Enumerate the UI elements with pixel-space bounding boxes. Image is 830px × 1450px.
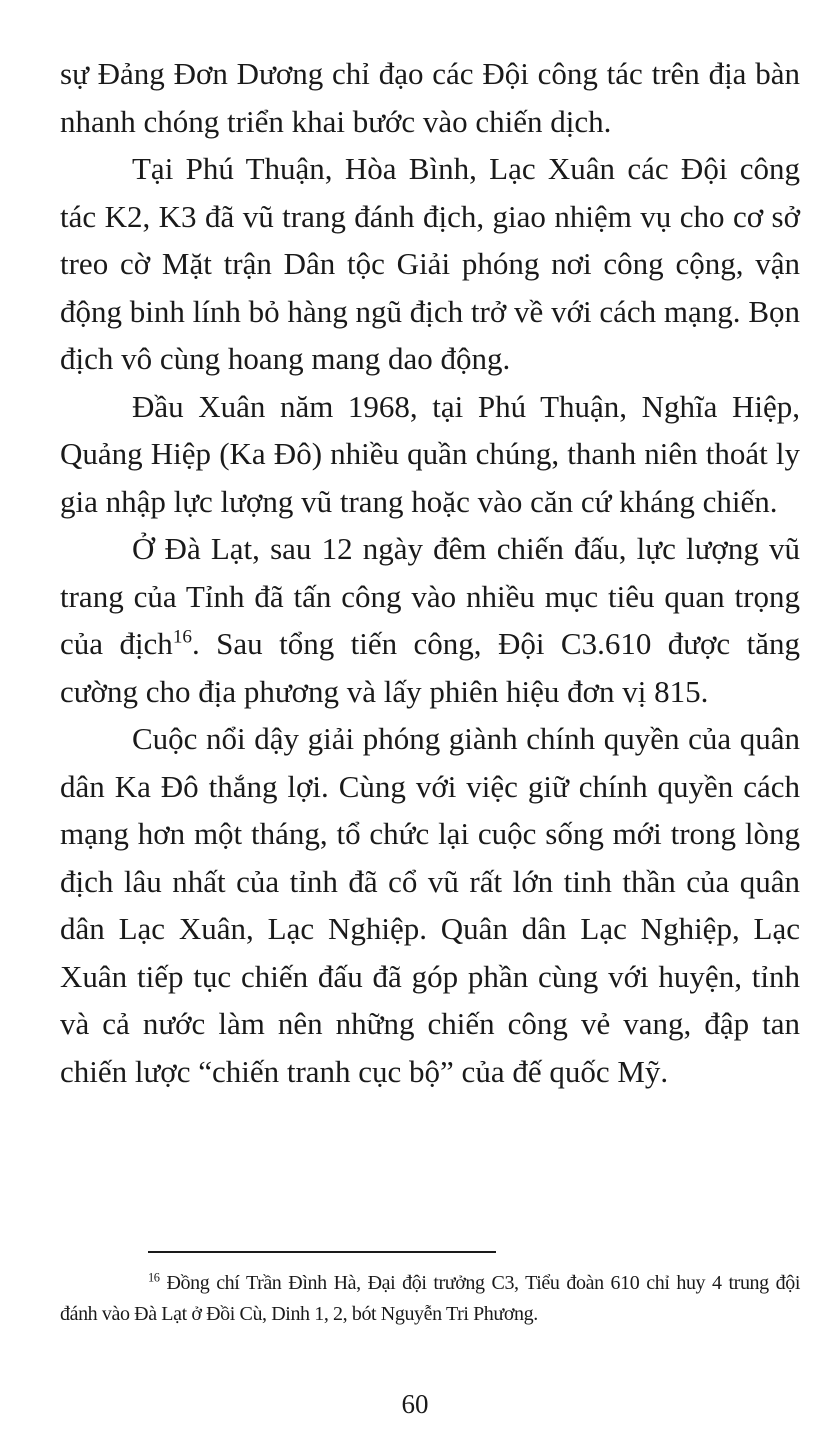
footnote-reference: 16 — [172, 626, 193, 648]
paragraph-3: Đầu Xuân năm 1968, tại Phú Thuận, Nghĩa Hiệp, Quảng Hiệp (Ka Đô) nhiều quần chúng, thanh niên thoát ly gia nhập lực lượng vũ trang hoặc vào căn cứ kháng chiến. — [60, 388, 800, 519]
page-number: 60 — [401, 1389, 429, 1419]
footnote-number: 16 — [148, 1270, 160, 1285]
paragraph-1: sự Đảng Đơn Dương chỉ đạo các Đội công tác trên địa bàn nhanh chóng triển khai bước vào chiến dịch. — [60, 56, 800, 139]
footnote-divider — [148, 1251, 496, 1253]
paragraph-4 — [60, 525, 800, 715]
paragraph-4-text-before: Ở Đà Lạt, sau 12 ngày đêm chiến đấu, lực lượng vũ trang của Tỉnh đã tấn công vào nhiều mục tiêu quan trọng của địch — [60, 531, 800, 661]
footnote — [60, 1268, 800, 1330]
footnote-text: Đồng chí Trần Đình Hà, Đại đội trưởng C3, Tiểu đoàn 610 chỉ huy 4 trung đội đánh vào Đà Lạt ở Đồi Cù, Dinh 1, 2, bót Nguyễn Tri Phương. — [60, 1272, 800, 1325]
paragraph-5: Cuộc nổi dậy giải phóng giành chính quyền của quân dân Ka Đô thắng lợi. Cùng với việc giữ chính quyền cách mạng hơn một tháng, tổ chức lại cuộc sống mới trong lòng địch lâu nhất của tỉnh đã cổ vũ rất lớn tinh thần của quân dân Lạc Xuân, Lạc Nghiệp. Quân dân Lạc Nghiệp, Lạc Xuân tiếp tục chiến đấu đã góp phần cùng với huyện, tỉnh và cả nước làm nên những chiến công vẻ vang, đập tan chiến lược “chiến tranh cục bộ” của đế quốc Mỹ. — [60, 721, 800, 1089]
paragraph-4-text-after: . Sau tổng tiến công, Đội C3.610 được tăng cường cho địa phương và lấy phiên hiệu đơn vị 815. — [60, 626, 800, 709]
paragraph-2: Tại Phú Thuận, Hòa Bình, Lạc Xuân các Đội công tác K2, K3 đã vũ trang đánh địch, giao nhiệm vụ cho cơ sở treo cờ Mặt trận Dân tộc Giải phóng nơi công cộng, vận động binh lính bỏ hàng ngũ địch trở về với cách mạng. Bọn địch vô cùng hoang mang dao động. — [60, 151, 800, 376]
page-body — [60, 50, 800, 1095]
